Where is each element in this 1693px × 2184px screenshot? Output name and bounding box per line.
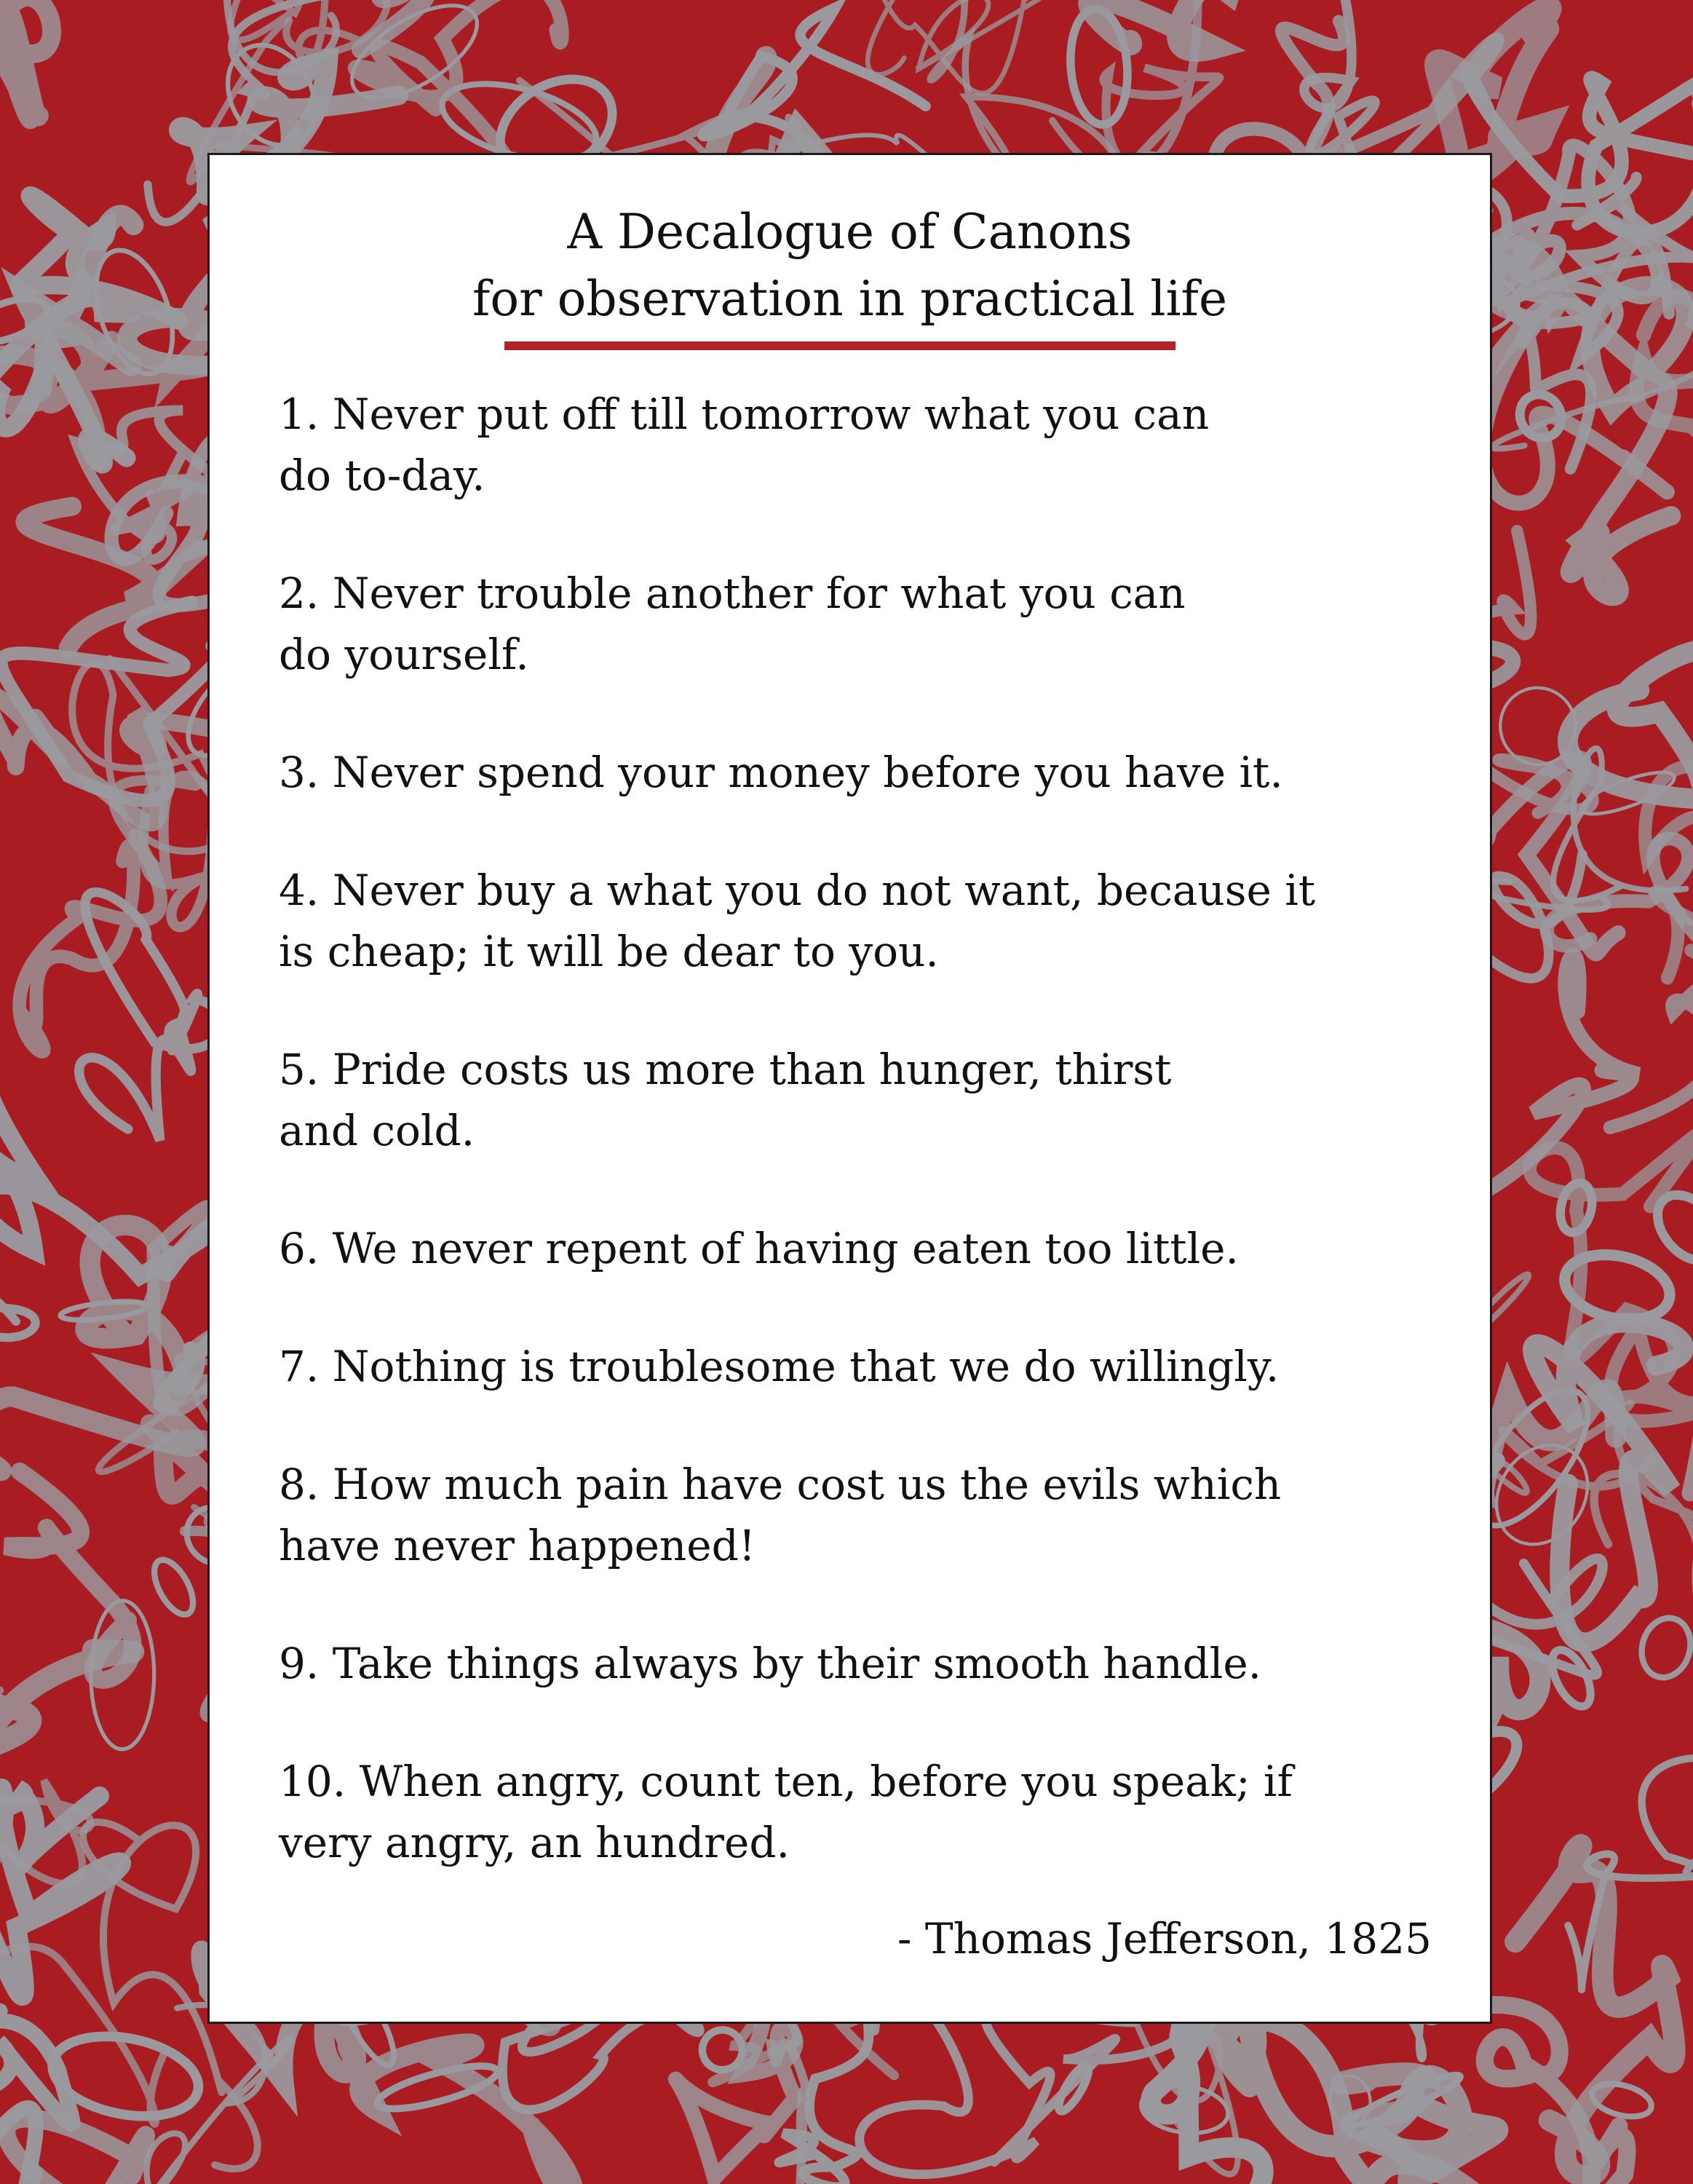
canon-item-8 xyxy=(279,1454,1451,1576)
canon-item-5 xyxy=(279,1039,1451,1161)
title-line-2: for observation in practical life xyxy=(472,271,1228,327)
canon-text-line: 10. When angry, count ten, before you speak; if xyxy=(279,1757,1293,1806)
canon-text-line: 2. Never trouble another for what you can xyxy=(279,569,1186,618)
canon-item-9 xyxy=(279,1633,1451,1694)
canon-text-line: 5. Pride costs us more than hunger, thirst xyxy=(279,1045,1172,1094)
canons-card xyxy=(207,153,1492,2024)
canon-item-10 xyxy=(279,1751,1451,1873)
canon-item-7 xyxy=(279,1336,1451,1397)
page-title xyxy=(210,199,1490,333)
canon-text-line: is cheap; it will be dear to you. xyxy=(279,927,939,976)
canon-text-line: 6. We never repent of having eaten too little. xyxy=(279,1224,1239,1273)
canon-text-line: 9. Take things always by their smooth handle. xyxy=(279,1639,1262,1688)
title-line-1: A Decalogue of Canons xyxy=(567,204,1133,260)
canon-item-4 xyxy=(279,860,1451,982)
canon-item-3 xyxy=(279,742,1451,803)
attribution: - Thomas Jefferson, 1825 xyxy=(897,1914,1432,1963)
canon-text-line: 1. Never put off till tomorrow what you can xyxy=(279,389,1210,439)
canon-text-line: do yourself. xyxy=(279,630,529,679)
canon-text-line: 4. Never buy a what you do not want, because it xyxy=(279,866,1316,915)
canons-list xyxy=(279,384,1451,1930)
canon-text-line: do to-day. xyxy=(279,451,485,500)
canon-text-line: very angry, an hundred. xyxy=(279,1818,790,1867)
canon-item-1 xyxy=(279,384,1451,506)
canon-text-line: 3. Never spend your money before you have it. xyxy=(279,748,1283,797)
canon-text-line: 8. How much pain have cost us the evils which xyxy=(279,1460,1282,1509)
canon-item-2 xyxy=(279,563,1451,685)
title-divider xyxy=(504,341,1175,350)
canon-text-line: and cold. xyxy=(279,1106,475,1155)
canon-text-line: 7. Nothing is troublesome that we do willingly. xyxy=(279,1342,1280,1391)
canon-text-line: have never happened! xyxy=(279,1521,756,1570)
canon-item-6 xyxy=(279,1218,1451,1279)
